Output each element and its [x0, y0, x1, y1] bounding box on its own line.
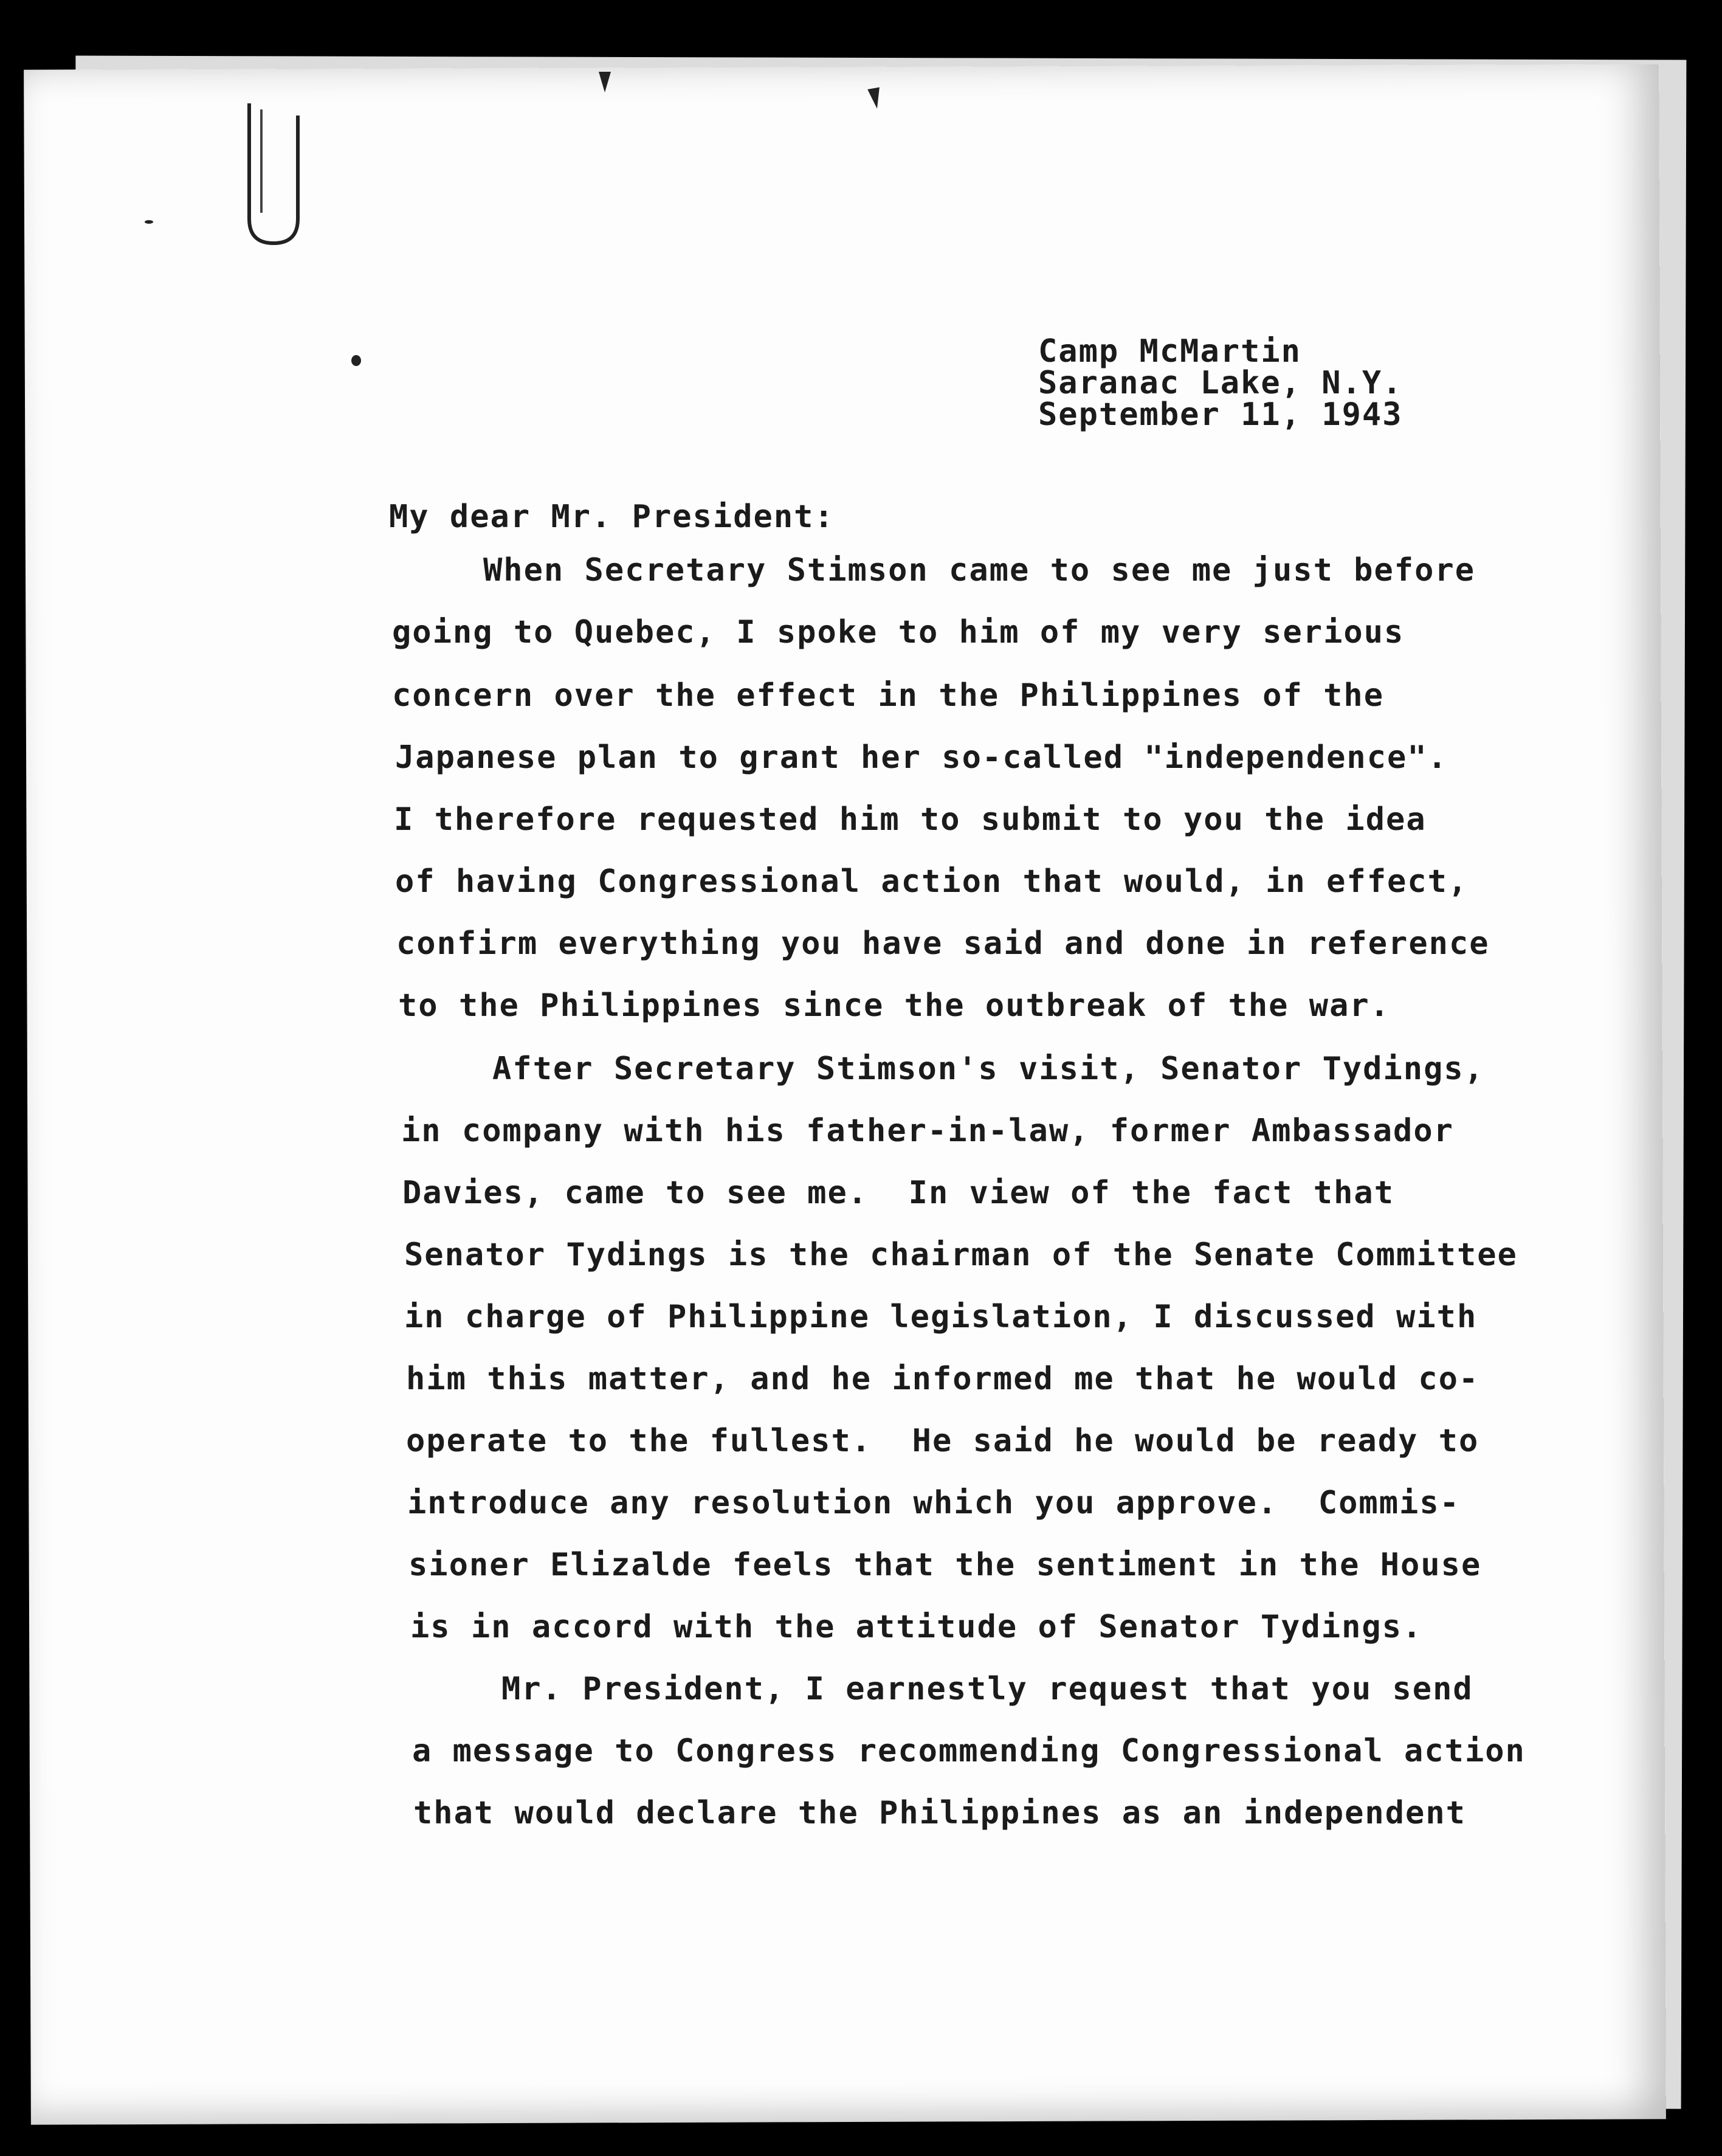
body-line: him this matter, and he informed me that he would co-: [406, 1361, 1479, 1397]
letter-date: September 11, 1943: [1038, 396, 1403, 433]
body-line: of having Congressional action that would, in effect,: [395, 863, 1469, 900]
body-line: Davies, came to see me. In view of the fact that: [402, 1175, 1395, 1211]
body-line: that would declare the Philippines as an independent: [413, 1795, 1466, 1831]
salutation: My dear Mr. President:: [389, 499, 835, 535]
body-line: going to Quebec, I spoke to him of my very serious: [392, 614, 1405, 651]
address-line-town: Saranac Lake, N.Y.: [1038, 365, 1403, 401]
body-line: in company with his father-in-law, former Ambassador: [401, 1113, 1454, 1149]
body-line: Mr. President, I earnestly request that you send: [501, 1671, 1473, 1707]
staple-mark-icon: [599, 72, 611, 92]
body-line: When Secretary Stimson came to see me just before: [483, 552, 1476, 589]
body-line: sioner Elizalde feels that the sentiment in the House: [408, 1547, 1482, 1583]
body-line: introduce any resolution which you approve. Commis-: [407, 1485, 1460, 1521]
body-line: Japanese plan to grant her so-called "independence".: [395, 739, 1448, 776]
margin-mark: [145, 220, 153, 224]
body-line: is in accord with the attitude of Senator Tydings.: [410, 1609, 1423, 1645]
address-line-camp: Camp McMartin: [1038, 333, 1301, 370]
body-line: I therefore requested him to submit to you the idea: [394, 801, 1427, 838]
margin-mark: [351, 355, 361, 366]
body-line: concern over the effect in the Philippines of the: [392, 677, 1385, 714]
paperclip-icon: [237, 97, 310, 249]
body-line: Senator Tydings is the chairman of the Senate Committee: [404, 1237, 1518, 1273]
body-line: in charge of Philippine legislation, I discussed with: [404, 1299, 1478, 1335]
body-line: to the Philippines since the outbreak of the war.: [398, 987, 1391, 1024]
body-line: After Secretary Stimson's visit, Senator Tydings,: [492, 1051, 1485, 1087]
body-line: a message to Congress recommending Congressional action: [412, 1733, 1526, 1769]
body-line: confirm everything you have said and done in reference: [396, 925, 1490, 962]
body-line: operate to the fullest. He said he would be ready to: [406, 1423, 1479, 1459]
